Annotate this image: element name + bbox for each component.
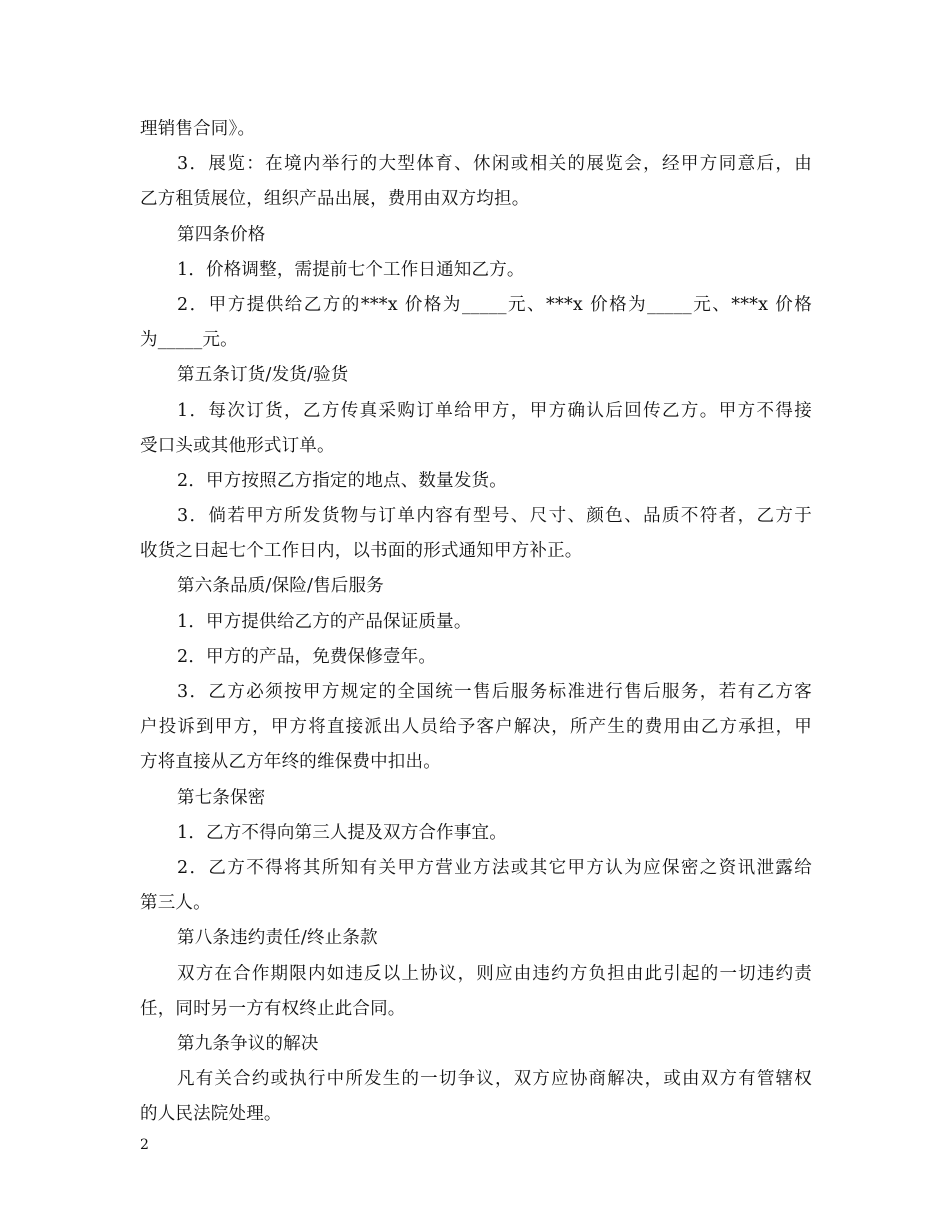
document-line: 第七条保密 xyxy=(177,787,266,808)
document-line: 1．甲方提供给乙方的产品保证质量。 xyxy=(177,611,472,632)
document-line: 理销售合同》。 xyxy=(140,119,256,139)
document-line: 受口头或其他形式订单。 xyxy=(140,435,335,456)
document-line: 任，同时另一方有权终止此合同。 xyxy=(140,998,406,1019)
document-line: 第五条订货/发货/验货 xyxy=(177,365,349,386)
document-line: 3．倘若甲方所发货物与订单内容有型号、尺寸、颜色、品质不符者，乙方于 xyxy=(177,506,812,527)
document-line: 1．每次订货，乙方传真采购订单给甲方，甲方确认后回传乙方。甲方不得接 xyxy=(177,400,812,421)
document-line: 户投诉到甲方，甲方将直接派出人员给予客户解决，所产生的费用由乙方承担，甲 xyxy=(140,717,812,738)
document-line: 方将直接从乙方年终的维保费中扣出。 xyxy=(140,752,441,773)
document-line: 第四条价格 xyxy=(177,224,266,245)
document-line: 第八条违约责任/终止条款 xyxy=(177,928,378,949)
document-line: 1．价格调整，需提前七个工作日通知乙方。 xyxy=(177,259,525,280)
document-body xyxy=(140,112,812,1132)
document-line: 第九条争议的解决 xyxy=(177,1033,319,1054)
document-line: 2．甲方提供给乙方的***x 价格为_____元、***x 价格为_____元、***x 价格 xyxy=(177,294,812,315)
document-line: 2．甲方按照乙方指定的地点、数量发货。 xyxy=(177,470,507,491)
document-line: 3．乙方必须按甲方规定的全国统一售后服务标准进行售后服务，若有乙方客 xyxy=(177,682,812,702)
document-line: 乙方租赁展位，组织产品出展，费用由双方均担。 xyxy=(140,189,530,210)
document-line: 第三人。 xyxy=(140,893,211,914)
document-line: 1．乙方不得向第三人提及双方合作事宜。 xyxy=(177,822,507,843)
document-line: 2．乙方不得将其所知有关甲方营业方法或其它甲方认为应保密之资讯泄露给 xyxy=(177,857,812,878)
document-line: 2．甲方的产品，免费保修壹年。 xyxy=(177,646,437,667)
document-line: 第六条品质/保险/售后服务 xyxy=(177,576,384,597)
document-line: 为_____元。 xyxy=(140,330,238,351)
document-line: 3．展览：在境内举行的大型体育、休闲或相关的展览会，经甲方同意后，由 xyxy=(177,154,812,175)
document-line: 的人民法院处理。 xyxy=(140,1104,282,1125)
document-line: 收货之日起七个工作日内，以书面的形式通知甲方补正。 xyxy=(140,541,583,562)
document-line: 凡有关合约或执行中所发生的一切争议，双方应协商解决，或由双方有管辖权 xyxy=(177,1069,812,1090)
document-line: 双方在合作期限内如违反以上协议，则应由违约方负担由此引起的一切违约责 xyxy=(177,963,812,984)
page-number: 2 xyxy=(140,1137,149,1153)
